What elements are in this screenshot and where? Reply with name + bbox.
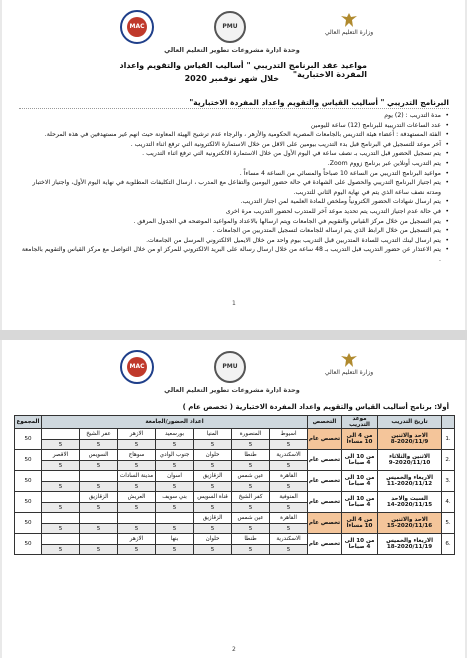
attendee-count: 5 (80, 545, 118, 555)
table-row (15, 450, 455, 461)
training-date: الاربعاء والخميس 2020/11/12-11 (378, 471, 442, 492)
university-name: الاسكندرية (270, 534, 308, 545)
specialty-cell: تخصص عام (308, 513, 342, 534)
attendee-count: 5 (80, 524, 118, 534)
attendee-count: 5 (232, 461, 270, 471)
training-time: من 10 الى 4 صباحا (342, 492, 378, 513)
university-name: القاهرة (270, 471, 308, 482)
training-time: من 4 الى 10 مساءا (342, 429, 378, 450)
row-index: 6. (442, 534, 455, 555)
counts-header: اعداد الحضور/الجامعة (42, 416, 308, 429)
university-name (42, 429, 80, 440)
row-index: 4. (442, 492, 455, 513)
university-name: السويس (80, 450, 118, 461)
table-title: أولا: برنامج أساليب القياس والتقويم واعداد المفردة الاختبارية ( تخصص عام ) (182, 403, 449, 411)
pmu-logo: PMU (214, 11, 246, 43)
program-details-list (19, 111, 449, 265)
attendee-count: 5 (42, 440, 80, 450)
university-name (42, 492, 80, 503)
university-name (80, 513, 118, 524)
university-name: عفر الشيخ (80, 429, 118, 440)
university-name: الزقازيق (80, 492, 118, 503)
time-header: موعد التدريب (342, 416, 378, 429)
total-cell: 50 (15, 429, 42, 450)
bullet-item: • عدد الساعات التدريبية للبرنامج (12) ساعة لليومين (19, 121, 449, 131)
university-name: الزقازيق (194, 471, 232, 482)
header-logos (2, 350, 465, 384)
training-time: من 10 الى 4 صباحا (342, 534, 378, 555)
training-date: الاحد والاثنين 2020/11/16-15 (378, 513, 442, 534)
university-name: الازهر (118, 429, 156, 440)
attendee-count: 5 (270, 482, 308, 492)
attendee-count: 5 (156, 461, 194, 471)
attendee-count: 5 (232, 482, 270, 492)
attendee-count: 5 (42, 482, 80, 492)
attendee-count: 5 (80, 482, 118, 492)
eagle-icon (340, 352, 358, 368)
total-header: المجموع (15, 416, 42, 429)
attendee-count: 5 (118, 545, 156, 555)
university-name: اسوان (156, 471, 194, 482)
university-name (42, 513, 80, 524)
university-name: سوهاج (118, 450, 156, 461)
specialty-cell: تخصص عام (308, 450, 342, 471)
bullet-item: • يتم تسجيل الحضور قبل التدريب بـ نصف ساعة في اليوم الأول من خلال الاستمارة الالكترونية التي ترفع اثناء التدريب . (19, 149, 449, 159)
university-name: بنها (156, 534, 194, 545)
attendee-count: 5 (194, 503, 232, 513)
attendee-count: 5 (80, 440, 118, 450)
attendee-count: 5 (194, 461, 232, 471)
university-name (80, 471, 118, 482)
total-cell: 50 (15, 534, 42, 555)
bullet-item: • يتم التسجيل من خلال مركز القياس والتقويم في الجامعات ويتم ارسالها بالاعداد والمواعيد الموضحه في الجدول المرفق . (19, 217, 449, 227)
attendee-count: 5 (118, 461, 156, 471)
attendee-count: 5 (194, 524, 232, 534)
bullet-item: • الفئة المستهدفة : أعضاء هيئة التدريس بالجامعات المصرية الحكومية والأزهر ، والرجاء عدم ترشيح الهيئة المعاونة حيث انهم غير مستهدفين في هذه المرحلة. (19, 130, 449, 140)
university-name: قناة السويس (194, 492, 232, 503)
university-name: الازهر (118, 534, 156, 545)
attendee-count: 5 (42, 503, 80, 513)
unit-name: وحدة ادارة مشروعات تطوير التعليم العالي (164, 46, 300, 54)
university-name (118, 513, 156, 524)
table-header-row (15, 416, 455, 429)
university-name: طنطا (232, 450, 270, 461)
row-index: 1. (442, 429, 455, 450)
row-index: 2. (442, 450, 455, 471)
university-name: مدينة السادات (118, 471, 156, 482)
bullet-item: • يتم التدريب أونلاين عبر برنامج زووم Zoom. (19, 159, 449, 169)
university-name (42, 471, 80, 482)
bullet-item: • يتم ارسال لينك التدريب للسادة المتدربين قبل التدريب بيوم واحد من خلال الايميل الالكتروني المرسل من الجامعات. (19, 236, 449, 246)
table-row (15, 534, 455, 545)
pmu-logo: PMU (214, 351, 246, 383)
university-name: طنطا (232, 534, 270, 545)
total-cell: 50 (15, 450, 42, 471)
page-number: 2 (232, 646, 236, 653)
date-header: تاريخ التدريب (378, 416, 442, 429)
attendee-count: 5 (118, 440, 156, 450)
document-page-1 (2, 0, 465, 330)
total-cell: 50 (15, 513, 42, 534)
page-date: خلال شهر نوفمبر 2020 (184, 74, 279, 83)
attendee-count: 5 (156, 440, 194, 450)
attendee-count: 5 (270, 461, 308, 471)
university-name: بني سويف (156, 492, 194, 503)
university-name: كفر الشيخ (232, 492, 270, 503)
training-date: الاحد والاثنين 2020/11/9-8 (378, 429, 442, 450)
attendee-count: 5 (118, 482, 156, 492)
ministry-logo: وزارة التعليم العالي (320, 12, 378, 42)
mac-logo: MAC (120, 10, 154, 44)
university-name (156, 513, 194, 524)
university-name: الاسكندرية (270, 450, 308, 461)
university-name: القاهرة (270, 513, 308, 524)
mac-logo: MAC (120, 350, 154, 384)
attendee-count: 5 (270, 545, 308, 555)
program-heading: البرنامج التدريبي " أساليب القياس والتقويم واعداد المفردة الاختبارية" (19, 98, 449, 109)
bullet-item: • مدة التدريب : (2) يوم (19, 111, 449, 121)
row-index: 3. (442, 471, 455, 492)
university-name: المنصورة (232, 429, 270, 440)
table-row (15, 471, 455, 482)
university-name: جنوب الوادي (156, 450, 194, 461)
attendee-count: 5 (232, 440, 270, 450)
training-time: من 10 الى 4 صباحا (342, 450, 378, 471)
index-header (442, 416, 455, 429)
university-name: حلوان (194, 534, 232, 545)
table-row (15, 492, 455, 503)
total-cell: 50 (15, 492, 42, 513)
attendee-count: 5 (80, 461, 118, 471)
bullet-item: • آخر موعد للتسجيل في البرنامج قبل بدء التدريب بيومين على الاقل من خلال الاستمارة الالكترونية التي ترفع اثناء التدريب . (19, 140, 449, 150)
university-name: اسيوط (270, 429, 308, 440)
training-time: من 10 الى 4 صباحا (342, 471, 378, 492)
page-gap (0, 330, 467, 340)
bullet-item: • يتم اجتياز البرنامج التدريبي والحصول على الشهادة في حالة حضور اليومين والتفاعل مع المدرب ، ارسال التكليفات المطلوبة في نهاية اليوم الأول، واجتياز الاختبار ومدته نصف ساعة الذي يتم في نهاية اليوم الثاني للتدريب. (19, 178, 449, 197)
specialty-cell: تخصص عام (308, 429, 342, 450)
table-row (15, 513, 455, 524)
training-time: من 4 الى 10 مساءا (342, 513, 378, 534)
unit-name: وحدة ادارة مشروعات تطوير التعليم العالي (164, 386, 300, 394)
table-row (15, 429, 455, 440)
attendee-count: 5 (118, 524, 156, 534)
attendee-count: 5 (80, 503, 118, 513)
attendee-count: 5 (156, 482, 194, 492)
attendee-count: 5 (156, 545, 194, 555)
university-name (80, 534, 118, 545)
bullet-item: • يتم التسجيل من خلال الرابط الذي يتم ارساله للجامعات لتسجيل المتدربين من الجامعات . (19, 226, 449, 236)
specialty-cell: تخصص عام (308, 471, 342, 492)
total-cell: 50 (15, 471, 42, 492)
university-name: بورسعيد (156, 429, 194, 440)
specialty-cell: تخصص عام (308, 534, 342, 555)
attendee-count: 5 (232, 545, 270, 555)
university-name: عين شمس (232, 471, 270, 482)
eagle-icon (340, 12, 358, 28)
schedule-table (14, 415, 455, 555)
university-name: حلوان (194, 450, 232, 461)
page-title: مواعيد عقد البرنامج التدريبي " أساليب القياس والتقويم واعداد المفردة الاختبارية" (119, 61, 367, 79)
attendee-count: 5 (270, 524, 308, 534)
bullet-item: • يتم ارسال شهادات الحضور الكترونياً وملخص للمادة العلمية لمن اجتاز التدريب. (19, 197, 449, 207)
training-date: السبت والاحد 2020/11/15-14 (378, 492, 442, 513)
row-index: 5. (442, 513, 455, 534)
attendee-count: 5 (42, 524, 80, 534)
bullet-item: • يتم الاعتذار عن حضور التدريب قبل التدريب بـ 48 ساعة من خلال ارسال رسالة على البريد الالكتروني للمركز او من خلال التواصل مع مركز القياس والتقويم بالجامعة . (19, 245, 449, 264)
attendee-count: 5 (232, 524, 270, 534)
university-name (42, 534, 80, 545)
university-name: المنيا (194, 429, 232, 440)
specialty-header: التخصص (308, 416, 342, 429)
header-logos (2, 10, 465, 44)
attendee-count: 5 (42, 461, 80, 471)
university-name: المنوفية (270, 492, 308, 503)
page-number: 1 (232, 300, 236, 307)
attendee-count: 5 (270, 503, 308, 513)
specialty-cell: تخصص عام (308, 492, 342, 513)
attendee-count: 5 (232, 503, 270, 513)
university-name: عين شمس (232, 513, 270, 524)
attendee-count: 5 (194, 545, 232, 555)
attendee-count: 5 (156, 503, 194, 513)
attendee-count: 5 (42, 545, 80, 555)
university-name: العريش (118, 492, 156, 503)
attendee-count: 5 (156, 524, 194, 534)
attendee-count: 5 (194, 482, 232, 492)
ministry-logo: وزارة التعليم العالي (320, 352, 378, 382)
training-date: الاربعاء والخميس 2020/11/19-18 (378, 534, 442, 555)
bullet-item: • في حالة عدم اجتياز التدريب يتم تحديد موعد آخر للمتدرب لحضور التدريب مرة اخرى (19, 207, 449, 217)
document-page-2 (2, 340, 465, 658)
attendee-count: 5 (118, 503, 156, 513)
attendee-count: 5 (270, 440, 308, 450)
training-date: الاثنين والثلاثاء 2020/11/10-9 (378, 450, 442, 471)
university-name: الزقازيق (194, 513, 232, 524)
bullet-item: • مواعيد البرنامج التدريبي من الساعة 10 صباحاً والمسائي من الساعة 4 مساءاً . (19, 169, 449, 179)
attendee-count: 5 (194, 440, 232, 450)
university-name: الاقصر (42, 450, 80, 461)
